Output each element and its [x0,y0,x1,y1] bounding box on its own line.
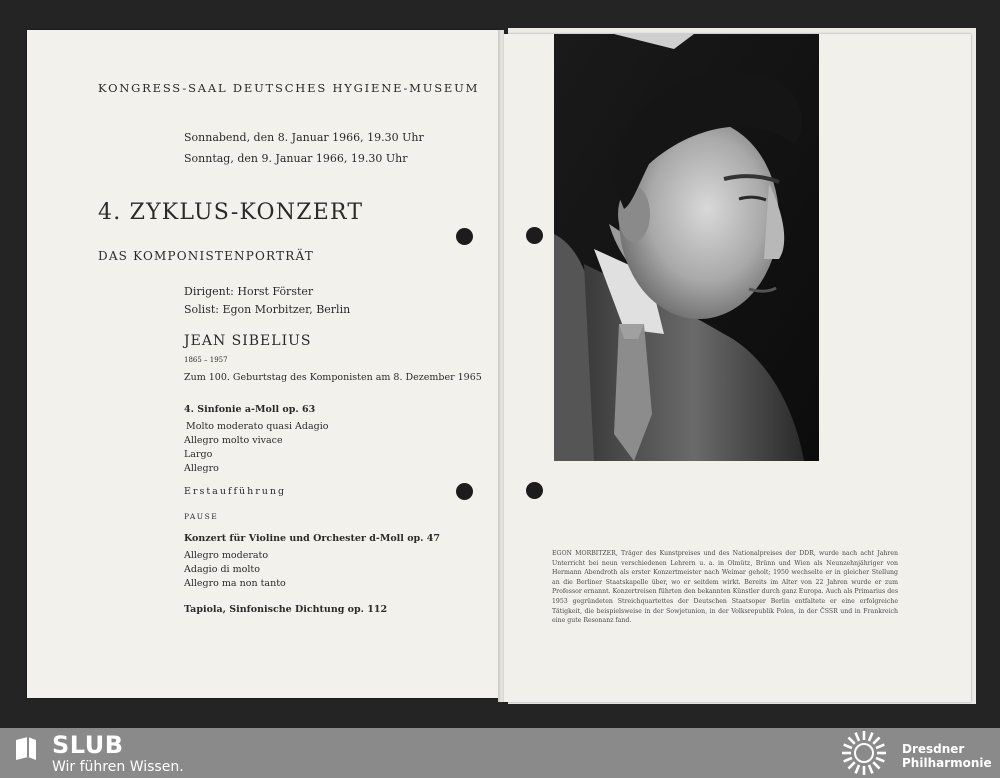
anniversary-note: Zum 100. Geburtstag des Komponisten am 8. Dezember 1965 [184,372,482,383]
page-gutter [498,30,504,702]
slub-tagline: Wir führen Wissen. [52,759,184,775]
partner-name-line-2[interactable]: Philharmonie [902,756,992,770]
dresdner-philharmonie-sunburst-icon[interactable] [841,730,887,776]
soloist-line: Solist: Egon Morbitzer, Berlin [184,303,351,316]
work-title: 4. Sinfonie a-Moll op. 63 [184,404,316,415]
punch-hole [526,482,543,499]
pause-label: PAUSE [184,512,219,521]
punch-hole [456,483,473,500]
soloist-portrait-photo [554,34,819,461]
conductor-line: Dirigent: Horst Förster [184,285,314,298]
work-title: Tapiola, Sinfonische Dichtung op. 112 [184,604,388,615]
composer-years: 1865 – 1957 [184,356,228,364]
concert-subtitle: DAS KOMPONISTENPORTRÄT [98,249,314,263]
movement: Allegro moderato [184,550,269,561]
punch-hole [526,227,543,244]
premiere-note: Erstaufführung [184,486,287,497]
soloist-biography [552,549,898,626]
movement: Adagio di molto [184,564,260,575]
concert-title: 4. ZYKLUS-KONZERT [98,200,364,225]
biography-text: Träger des Kunstpreises und des Nationalpreises der DDR, wurde nach acht Jahren Unterricht bei neun verschiedenen Lehrern u. a. in Olmütz, Brünn und Wien als Neunzehnjähriger von Hermann Abendroth als erster Konzertmeister nach Weimar geholt; 1950 wechselte er in gleicher Stellung an die Berliner Staatskapelle über, wo er seitdem wirkt. Bereits im Alter von 22 Jahren wurde er zum Professor ernannt. Konzertreisen führten den bekannten Künstler durch ganz Europa. Auch als Primarius des 1953 gegründeten Streichquartettes der Deutschen Staatsoper Berlin entfaltete er eine erfolgreiche Tätigkeit, die beispielsweise in der Sowjetunion, in der Volksrepublik Polen, in der ČSSR und in Frankreich eine gute Resonanz fand. [552,550,898,625]
biography-name: EGON MORBITZER, [552,550,618,557]
movement: Largo [184,449,213,460]
concert-date-1: Sonnabend, den 8. Januar 1966, 19.30 Uhr [184,131,424,144]
venue-heading: KONGRESS-SAAL DEUTSCHES HYGIENE-MUSEUM [98,81,480,95]
composer-name: JEAN SIBELIUS [184,333,312,349]
movement: Allegro ma non tanto [184,578,286,589]
footer-bar [0,728,1000,778]
slub-book-icon[interactable] [14,736,38,762]
punch-hole [456,228,473,245]
movement: Molto moderato quasi Adagio [186,421,329,432]
concert-date-2: Sonntag, den 9. Januar 1966, 19.30 Uhr [184,152,408,165]
partner-name-line-1[interactable]: Dresdner [902,742,965,756]
portrait-illustration [554,34,819,461]
slub-logo-text[interactable]: SLUB [52,731,124,759]
movement: Allegro [184,463,219,474]
work-title: Konzert für Violine und Orchester d-Moll op. 47 [184,533,441,544]
movement: Allegro molto vivace [184,435,283,446]
